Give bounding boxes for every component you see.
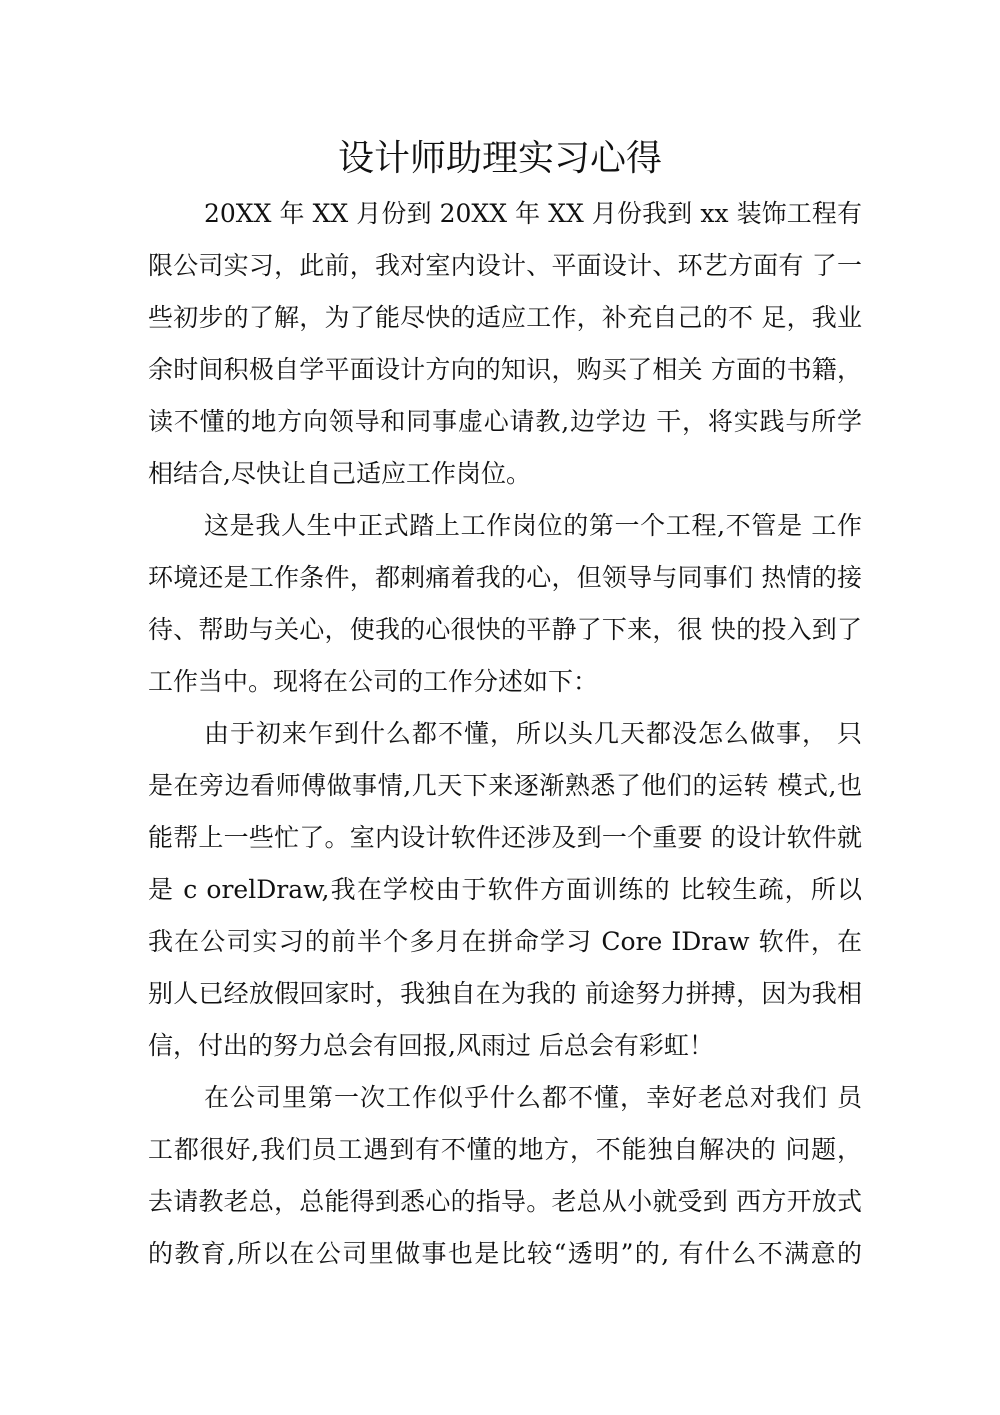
text-line: 的教育,所以在公司里做事也是比较“透明”的, 有什么不满意的 <box>148 1239 862 1268</box>
text-line: 在公司里第一次工作似乎什么都不懂，幸好老总对我们 员 <box>204 1083 862 1112</box>
text-line: 是在旁边看师傅做事情,几天下来逐渐熟悉了他们的运转 模式,也 <box>148 771 862 800</box>
text-line: 20XX 年 XX 月份到 20XX 年 XX 月份我到 xx 装饰工程有 <box>204 199 862 228</box>
text-line: 工作当中。现将在公司的工作分述如下： <box>148 667 599 696</box>
text-line: 这是我人生中正式踏上工作岗位的第一个工程,不管是 工作 <box>204 511 862 540</box>
text-line: 是 c orelDraw,我在学校由于软件方面训练的 比较生疏，所以 <box>148 875 862 904</box>
text-line: 相结合,尽快让自己适应工作岗位。 <box>148 459 531 488</box>
text-line: 信，付出的努力总会有回报,风雨过 后总会有彩虹！ <box>148 1031 714 1060</box>
paragraph <box>148 714 862 1078</box>
text-line: 些初步的了解，为了能尽快的适应工作，补充自己的不 足，我业 <box>148 303 862 332</box>
document-body <box>148 194 862 1286</box>
text-line: 我在公司实习的前半个多月在拼命学习 Core IDraw 软件，在 <box>148 927 862 956</box>
document-title: 设计师助理实习心得 <box>337 138 662 179</box>
text-line: 工都很好,我们员工遇到有不懂的地方，不能独自解决的 问题， <box>148 1135 862 1164</box>
text-line: 环境还是工作条件，都刺痛着我的心，但领导与同事们 热情的接 <box>148 563 862 592</box>
text-line: 读不懂的地方向领导和同事虚心请教,边学边 干，将实践与所学 <box>148 407 862 436</box>
text-line: 待、帮助与关心，使我的心很快的平静了下来，很 快的投入到了 <box>148 615 862 644</box>
text-line: 能帮上一些忙了。室内设计软件还涉及到一个重要 的设计软件就 <box>148 823 862 852</box>
paragraph <box>148 1078 862 1286</box>
text-line: 去请教老总，总能得到悉心的指导。老总从小就受到 西方开放式 <box>148 1187 862 1216</box>
text-line: 由于初来乍到什么都不懂，所以头几天都没怎么做事， 只 <box>204 719 862 748</box>
text-line: 余时间积极自学平面设计方向的知识，购买了相关 方面的书籍， <box>148 355 862 384</box>
paragraph <box>148 194 862 506</box>
paragraph <box>148 506 862 714</box>
text-line: 别人已经放假回家时，我独自在为我的 前途努力拼搏，因为我相 <box>148 979 862 1008</box>
text-line: 限公司实习，此前，我对室内设计、平面设计、环艺方面有 了一 <box>148 251 862 280</box>
